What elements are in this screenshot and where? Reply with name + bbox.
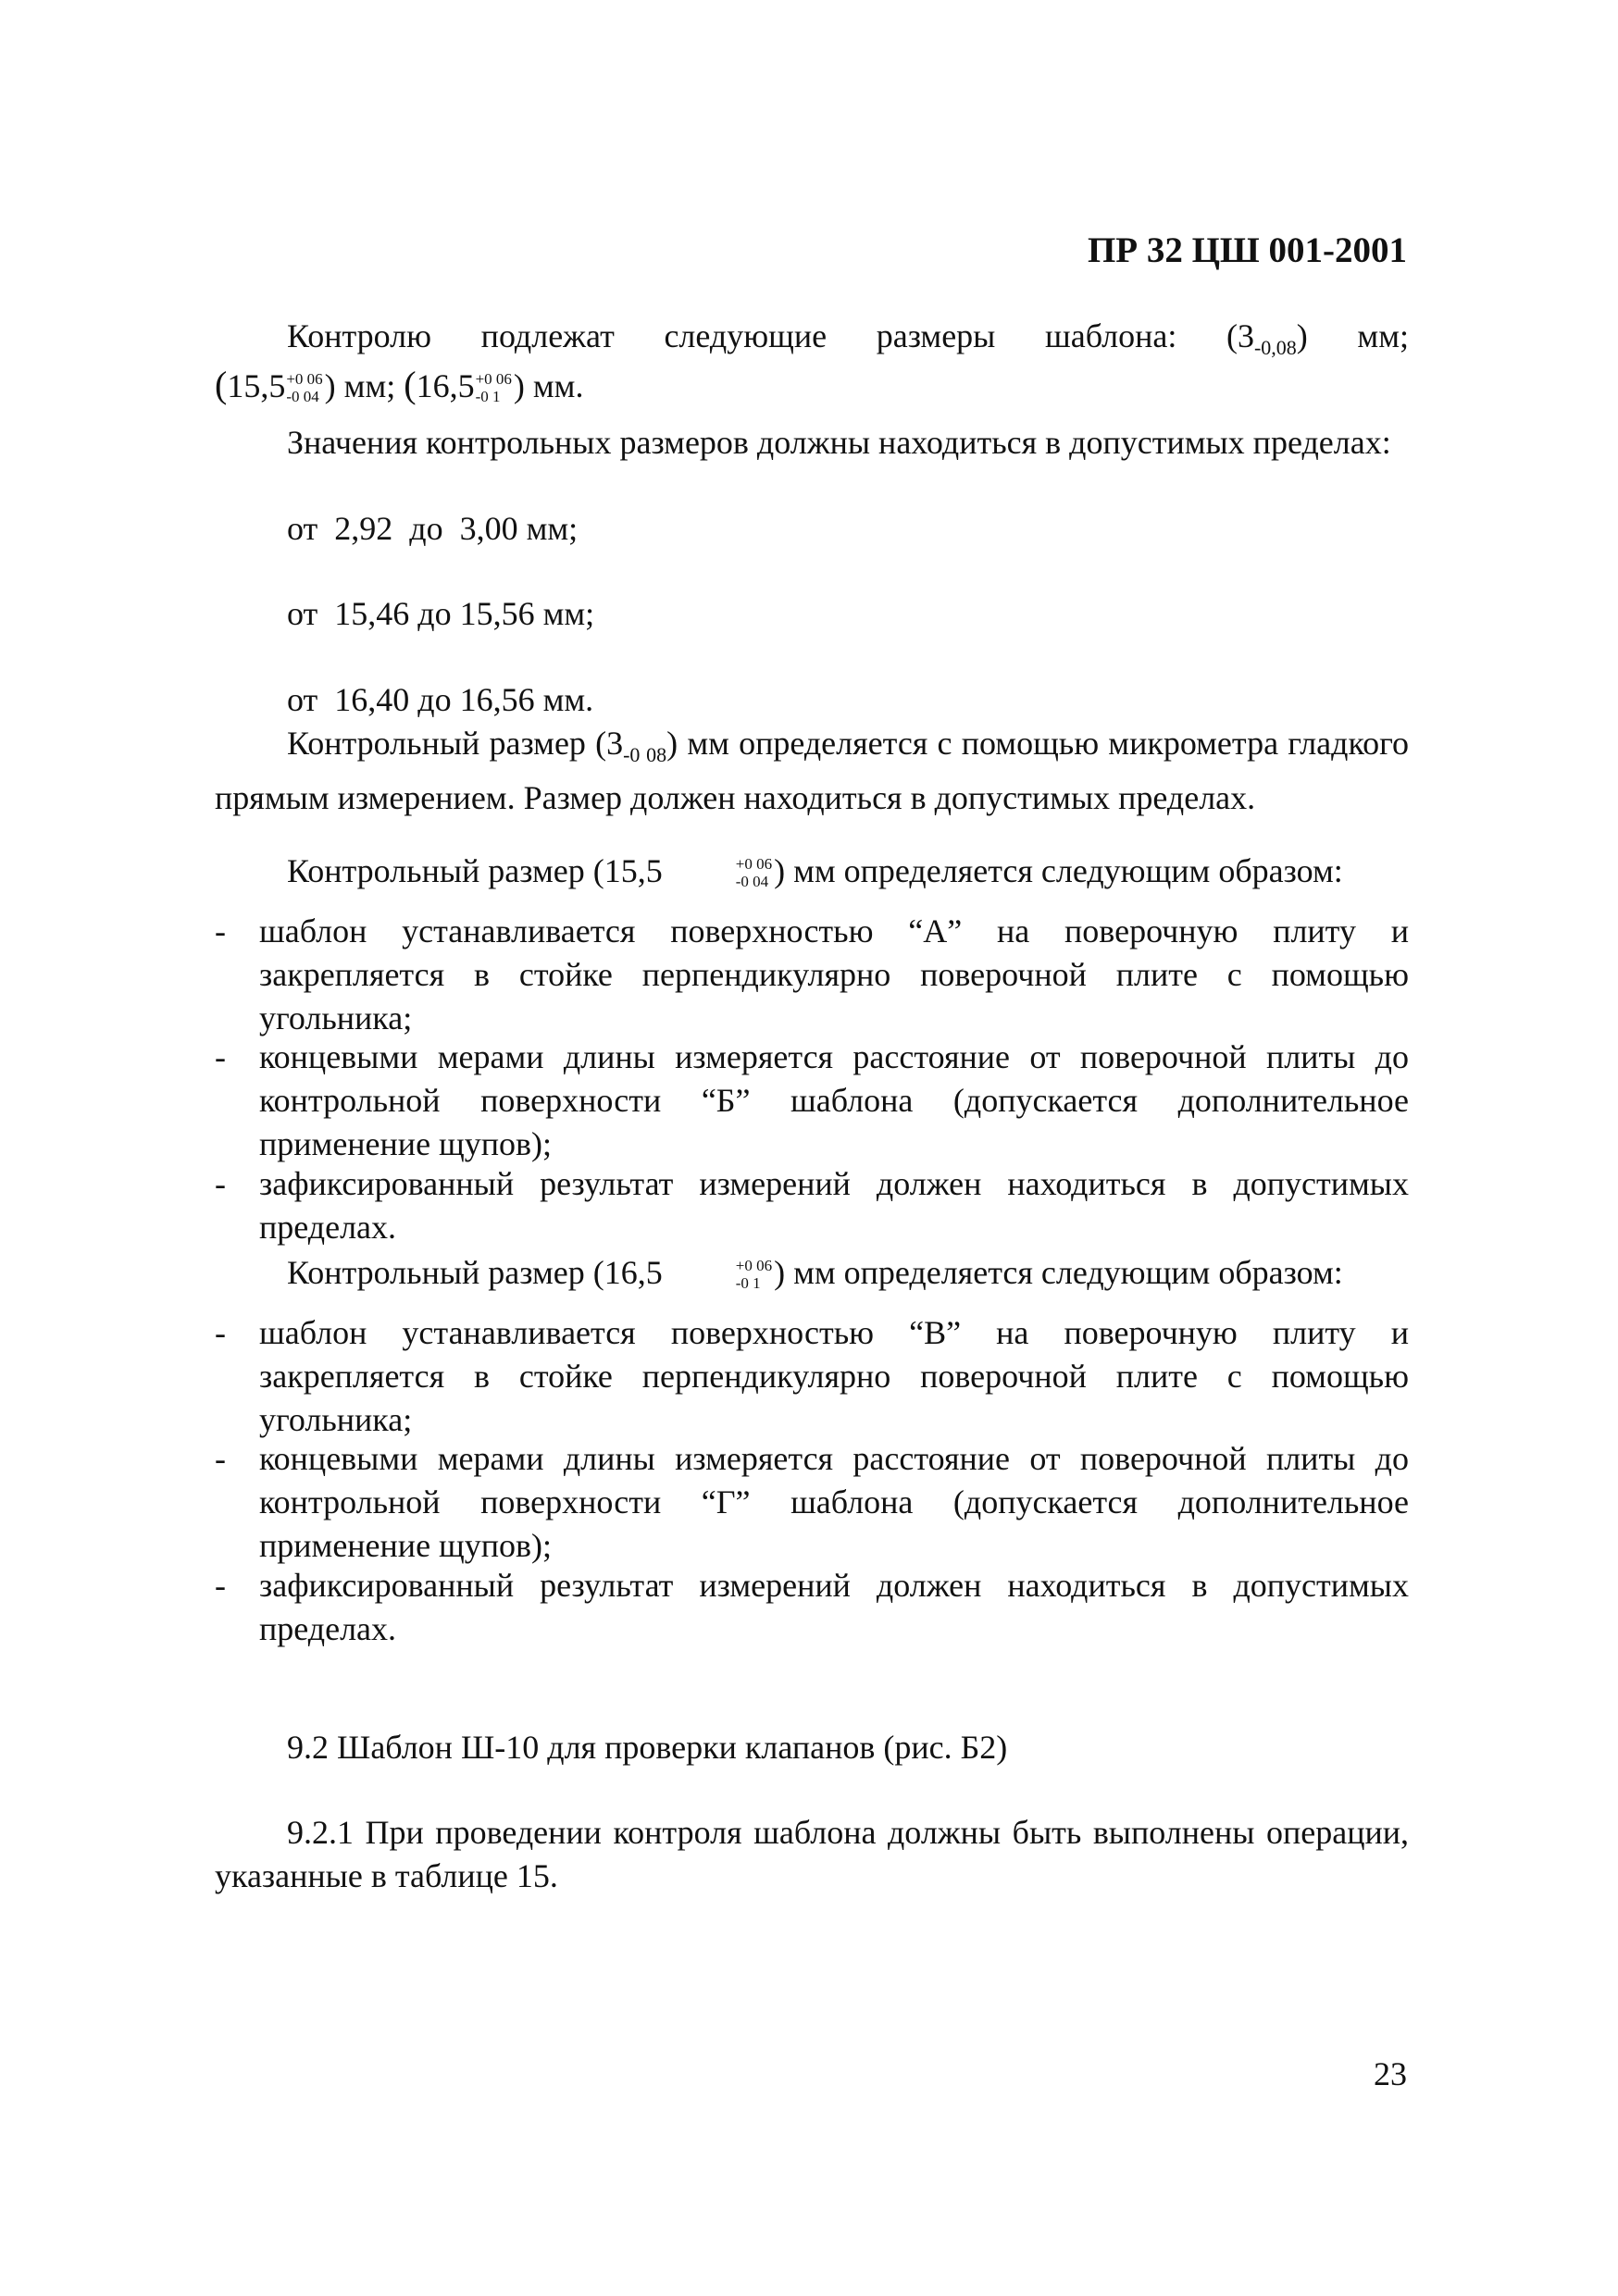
paragraph-size-16-5 — [215, 1251, 1409, 1295]
list-item-text: шаблон устанавливается поверхностью “А” на поверочную плиту и закрепляется в стойке перпендикулярно поверочной плите с помощью угольника; — [259, 912, 1409, 1036]
p1-open: (3 — [1226, 317, 1254, 354]
p4-pre: Контрольный размер ( — [287, 852, 604, 889]
list-item — [215, 1564, 1409, 1651]
p4-low: -0 04 — [735, 872, 769, 890]
dash: - — [215, 1440, 226, 1477]
p5-up: +0 06 — [735, 1256, 773, 1274]
list-item-text: концевыми мерами длины измеряется расстояние от поверочной плиты до контрольной поверхности “Б” шаблона (допускается дополнительное применение щупов); — [259, 1038, 1409, 1162]
p1-a-low: -0 04 — [286, 387, 319, 405]
list-item-text: шаблон устанавливается поверхностью “В” на поверочную плиту и закрепляется в стойке перпендикулярно поверочной плите с помощью угольника; — [259, 1314, 1409, 1438]
document-code: ПР 32 ЦШ 001-2001 — [1087, 230, 1407, 270]
section-heading: 9.2 Шаблон Ш-10 для проверки клапанов (рис. Б2) — [287, 1729, 1008, 1766]
p1-a-base: 15,5 — [227, 367, 286, 404]
p1-close: ) мм; — [1296, 317, 1409, 354]
p3-sub: -0 08 — [623, 743, 667, 767]
dash: - — [215, 1567, 226, 1604]
paragraph-size-3 — [215, 722, 1409, 820]
list-item-text: зафиксированный результат измерений должен находиться в допустимых пределах. — [259, 1567, 1409, 1647]
p3-pre: Контрольный размер (3 — [287, 725, 624, 762]
page-number: 23 — [1374, 2055, 1407, 2092]
p1-a-paren: ( — [215, 364, 228, 405]
p1-b-base: 16,5 — [416, 367, 475, 404]
list-item-text: зафиксированный результат измерений должен находиться в допустимых пределах. — [259, 1165, 1409, 1246]
list-item — [215, 1311, 1409, 1442]
p4-tolerance — [664, 855, 772, 890]
p1-sub: -0,08 — [1253, 336, 1297, 360]
p3-post: ) мм определяется с помощью микрометра гладкого прямым измерением. Размер должен находиться в допустимых пределах. — [215, 725, 1409, 817]
p1-b-paren: ( — [404, 364, 417, 405]
p5-tolerance — [664, 1257, 772, 1292]
p5-base: 16,5 — [604, 1254, 663, 1291]
list-item-text: концевыми мерами длины измеряется расстояние от поверочной плиты до контрольной поверхности “Г” шаблона (допускается дополнительное применение щупов); — [259, 1440, 1409, 1564]
list-item — [215, 1036, 1409, 1166]
dash: - — [215, 912, 226, 949]
list-item — [215, 910, 1409, 1040]
p5-pre: Контрольный размер ( — [287, 1254, 604, 1291]
dash: - — [215, 1165, 226, 1202]
p1-intro: Контролю подлежат следующие размеры шаблона: — [287, 317, 1177, 354]
p1-a-unit: ) мм; — [324, 367, 396, 404]
range-3: от 16,40 до 16,56 мм. — [287, 681, 594, 718]
list-item — [215, 1162, 1409, 1249]
paragraph-controlled-sizes-line1 — [215, 315, 1409, 369]
list-item — [215, 1437, 1409, 1568]
paragraph-controlled-sizes-line2 — [215, 363, 1409, 408]
p1-b-unit: ) мм. — [513, 367, 584, 404]
p1-b-up: +0 06 — [475, 369, 512, 388]
paragraph-size-15-5 — [215, 850, 1409, 893]
p1-a-up: +0 06 — [286, 369, 323, 388]
p4-post: ) мм определяется следующим образом: — [774, 852, 1343, 889]
dash: - — [215, 1038, 226, 1075]
paragraph-operations: 9.2.1 При проведении контроля шаблона должны быть выполнены операции, указанные в таблице 15. — [215, 1814, 1409, 1894]
p1-b-tolerance — [476, 370, 512, 405]
p5-low: -0 1 — [735, 1273, 761, 1292]
p4-up: +0 06 — [735, 854, 773, 873]
p5-post: ) мм определяется следующим образом: — [774, 1254, 1343, 1291]
paragraph-limits: Значения контрольных размеров должны находиться в допустимых пределах: — [287, 424, 1391, 461]
range-1: от 2,92 до 3,00 мм; — [287, 510, 579, 547]
p4-base: 15,5 — [604, 852, 663, 889]
range-2: от 15,46 до 15,56 мм; — [287, 595, 595, 632]
dash: - — [215, 1314, 226, 1351]
p1-a-tolerance — [286, 370, 322, 405]
p1-b-low: -0 1 — [475, 387, 501, 405]
